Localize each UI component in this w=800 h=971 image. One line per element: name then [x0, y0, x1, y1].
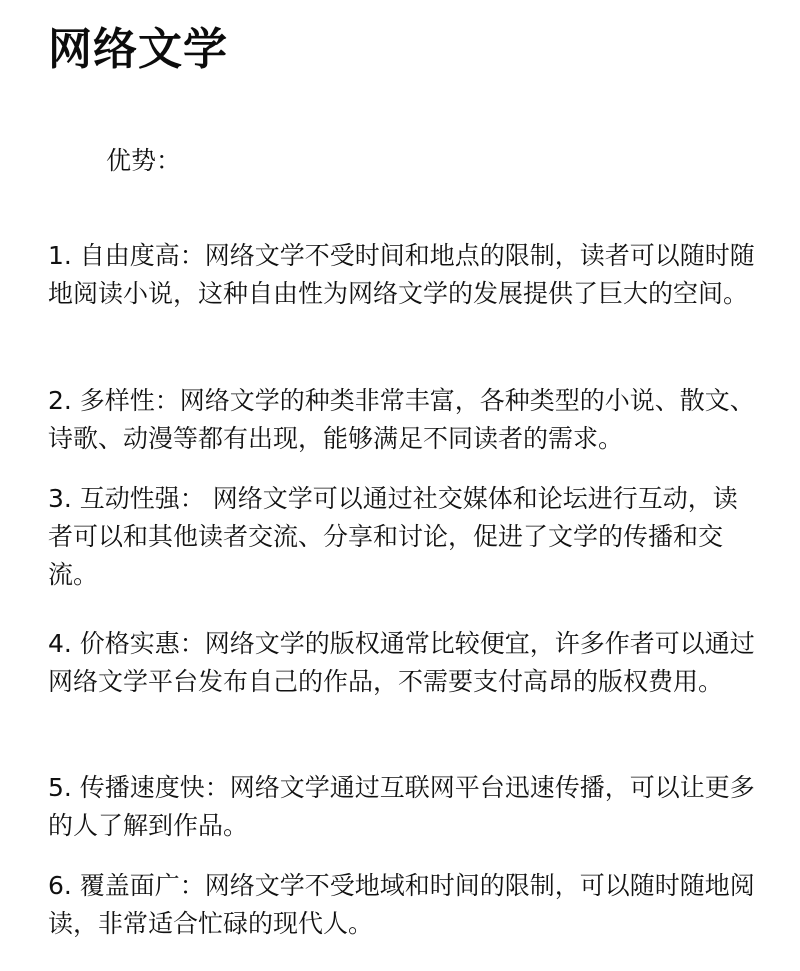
list-item: 1. 自由度高：网络文学不受时间和地点的限制，读者可以随时随地阅读小说，这种自由性为网络文学的发展提供了巨大的空间。: [48, 241, 755, 308]
list-item: 6. 覆盖面广：网络文学不受地域和时间的限制，可以随时随地阅读，非常适合忙碌的现代人。: [48, 871, 755, 938]
list-item: 3. 互动性强： 网络文学可以通过社交媒体和论坛进行互动，读者可以和其他读者交流、分享和讨论，促进了文学的传播和交流。: [48, 484, 738, 589]
page-title: 网络文学: [48, 24, 228, 75]
list-item: 5. 传播速度快：网络文学通过互联网平台迅速传播，可以让更多的人了解到作品。: [48, 773, 755, 840]
list-item: 4. 价格实惠：网络文学的版权通常比较便宜，许多作者可以通过网络文学平台发布自己的作品，不需要支付高昂的版权费用。: [48, 629, 755, 696]
list-item: 2. 多样性：网络文学的种类非常丰富，各种类型的小说、散文、诗歌、动漫等都有出现，能够满足不同读者的需求。: [48, 386, 755, 453]
section-heading-advantages: 优势：: [106, 146, 182, 175]
